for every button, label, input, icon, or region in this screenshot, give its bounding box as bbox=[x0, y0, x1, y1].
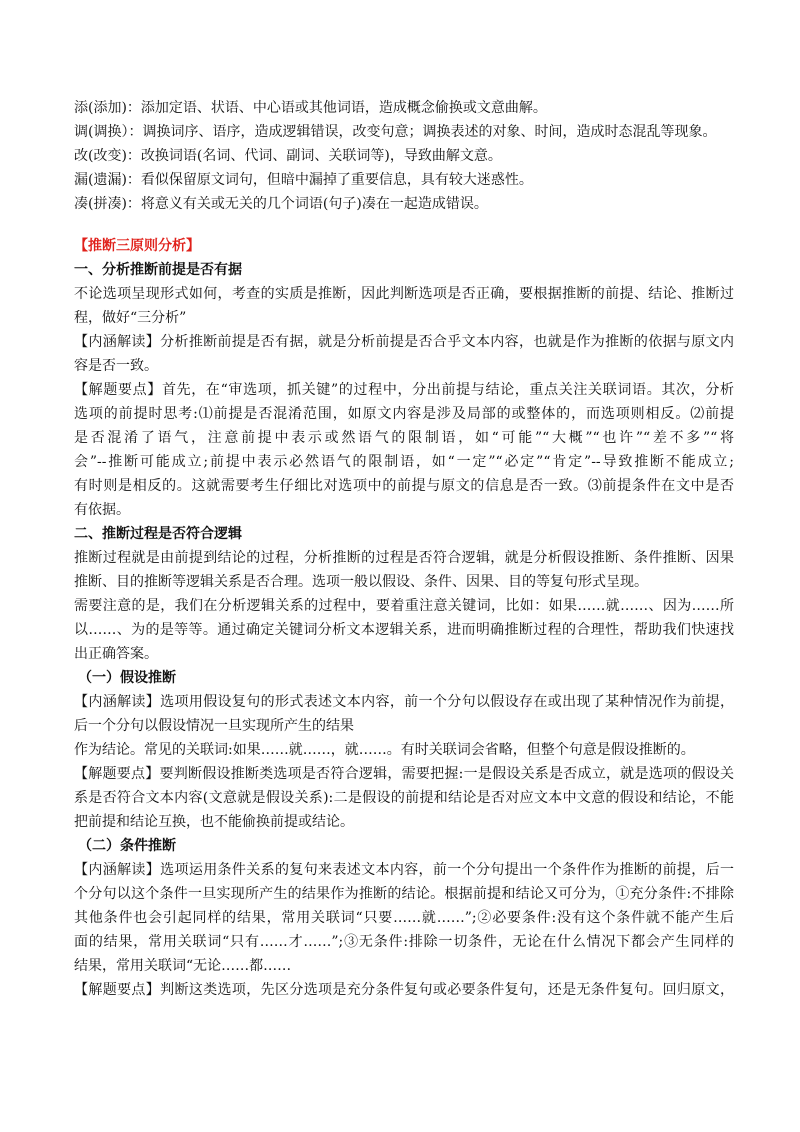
sub2-neihan bbox=[74, 858, 734, 978]
paragraph-line: 【解题要点】首先，在“审选项，抓关键”的过程中，分出前提与结论，重点关注关联词语。其次，分析 bbox=[74, 382, 734, 398]
paragraph-line: 【内涵解读】选项运用条件关系的复句来表述文本内容，前一个分句提出一个条件作为推断的前提，后一 bbox=[74, 862, 734, 878]
sub1-jieti bbox=[74, 762, 734, 834]
list-item: 凑(拼凑)：将意义有关或无关的几个词语(句子)凑在一起造成错误。 bbox=[74, 196, 488, 212]
list-item: 改(改变)：改换词语(名词、代词、副词、关联词等)，导致曲解文意。 bbox=[74, 148, 502, 164]
paragraph-line: 作为结论。常见的关联词:如果……就……，就……。有时关联词会省略，但整个句意是假设推断的。 bbox=[74, 742, 695, 758]
paragraph-line: 推断、目的推断等逻辑关系是否合理。选项一般以假设、条件、因果、目的等复句形式呈现。 bbox=[74, 574, 648, 590]
section-title: 【推断三原则分析】 bbox=[74, 238, 200, 254]
part1-heading: 一、分析推断前提是否有据 bbox=[74, 262, 242, 278]
list-item: 调(调换）：调换词序、语序，造成逻辑错误，改变句意；调换表述的对象、时间，造成时态混乱等现象。 bbox=[74, 124, 717, 140]
part1-intro bbox=[74, 282, 734, 330]
sub2-heading: （二）条件推断 bbox=[78, 838, 176, 854]
paragraph-line: 后一个分句以假设情况一旦实现所产生的结果 bbox=[74, 718, 354, 734]
paragraph-line: 【内涵解读】分析推断前提是否有据，就是分析前提是否合乎文本内容，也就是作为推断的依据与原文内 bbox=[74, 334, 734, 350]
sub1-heading: （一）假设推断 bbox=[78, 670, 176, 686]
part2-intro bbox=[74, 546, 734, 666]
paragraph-line: 【解题要点】要判断假设推断类选项是否符合逻辑，需要把握:一是假设关系是否成立，就是选项的假设关 bbox=[74, 766, 734, 782]
part2-heading: 二、推断过程是否符合逻辑 bbox=[74, 526, 242, 542]
paragraph-line: 有时则是相反的。这就需要考生仔细比对选项中的前提与原文的信息是否一致。⑶前提条件在文中是否 bbox=[74, 478, 734, 494]
error-type-list bbox=[74, 96, 734, 216]
sub1-neihan bbox=[74, 690, 734, 762]
part1-jieti bbox=[74, 378, 734, 522]
list-item: 添(添加)：添加定语、状语、中心语或其他词语，造成概念偷换或文意曲解。 bbox=[74, 100, 547, 116]
paragraph-line: 程，做好“三分析” bbox=[74, 310, 187, 326]
paragraph-line: 结果，常用关联词“无论……都…… bbox=[74, 958, 292, 974]
list-item: 漏(遗漏)：看似保留原文词句，但暗中漏掉了重要信息，具有较大迷惑性。 bbox=[74, 172, 533, 188]
document-page bbox=[74, 96, 734, 1002]
paragraph-line: 有依据。 bbox=[74, 502, 130, 518]
paragraph-line: 需要注意的是，我们在分析逻辑关系的过程中，要着重注意关键词，比如：如果……就……、因为……所 bbox=[74, 598, 734, 614]
sub2-jieti bbox=[74, 978, 734, 1002]
paragraph-line: 【内涵解读】选项用假设复句的形式表述文本内容，前一个分句以假设存在或出现了某种情况作为前提， bbox=[74, 694, 734, 710]
paragraph-line: 出正确答案。 bbox=[74, 646, 158, 662]
paragraph-line: 不论选项呈现形式如何，考查的实质是推断，因此判断选项是否正确，要根据推断的前提、结论、推断过 bbox=[74, 286, 734, 302]
paragraph-line: 是否混淆了语气，注意前提中表示或然语气的限制语，如“可能”“大概”“也许”“差不多”“将 bbox=[74, 430, 734, 446]
paragraph-line: 【解题要点】判断这类选项，先区分选项是充分条件复句或必要条件复句，还是无条件复句。回归原文， bbox=[74, 982, 734, 998]
paragraph-line: 个分句以这个条件一旦实现所产生的结果作为推断的结论。根据前提和结论又可分为，①充分条件:不排除 bbox=[74, 886, 734, 902]
paragraph-line: 选项的前提时思考:⑴前提是否混淆范围，如原文内容是涉及局部的或整体的，而选项则相反。⑵前提 bbox=[74, 406, 734, 422]
paragraph-line: 系是否符合文本内容(文意就是假设关系):二是假设的前提和结论是否对应文本中文意的假设和结论，不能 bbox=[74, 790, 734, 806]
paragraph-line: 把前提和结论互换，也不能偷换前提或结论。 bbox=[74, 814, 354, 830]
paragraph-line: 会”--推断可能成立;前提中表示必然语气的限制语，如“一定”“必定”“肯定”--导致推断不能成立; bbox=[74, 454, 734, 470]
paragraph-line: 以……、为的是等等。通过确定关键词分析文本逻辑关系，进而明确推断过程的合理性，帮助我们快速找 bbox=[74, 622, 734, 638]
paragraph-line: 推断过程就是由前提到结论的过程，分析推断的过程是否符合逻辑，就是分析假设推断、条件推断、因果 bbox=[74, 550, 734, 566]
part1-neihan bbox=[74, 330, 734, 378]
paragraph-line: 容是否一致。 bbox=[74, 358, 158, 374]
paragraph-line: 其他条件也会引起同样的结果，常用关联词“只要……就……”;②必要条件:没有这个条件就不能产生后 bbox=[74, 910, 734, 926]
paragraph-line: 面的结果，常用关联词“只有……才……”;③无条件:排除一切条件，无论在什么情况下都会产生同样的 bbox=[74, 934, 734, 950]
